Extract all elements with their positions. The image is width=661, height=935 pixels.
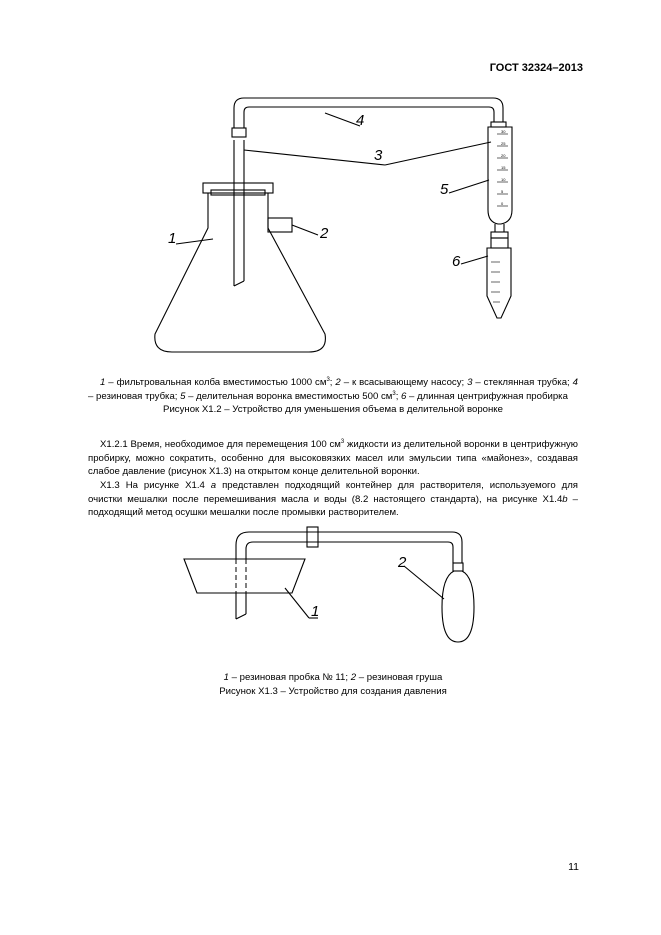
figure-x1-2-drawing: [0, 0, 661, 370]
figure-x1-2: [0, 0, 661, 370]
figure-x1-2-legend: 1 – фильтровальная колба вместимостью 1000 $см^3$; 2 – к всасывающему насосу; 3 – стеклянная трубка; 4 – резиновая трубка; 5 – делительная воронка вместимостью 500 $см^3$; 6 – длинная центрифужная пробирка: [88, 376, 578, 402]
figure-x1-3-drawing: [0, 515, 661, 665]
figure-x1-3-caption: [88, 671, 578, 698]
paragraph-x1-2-1: X1.2.1 Время, необходимое для перемещения 100 $см^3$ жидкости из делительной воронки в центрифужную пробирку, можно сократить, особенно для высоковязких масел или эмульсии типа «майонез», создавая слабое давление (рисунок X1.3) на открытом конце делительной воронки.: [88, 438, 578, 477]
figure-x1-3: [0, 515, 661, 665]
label-2: 2: [320, 225, 329, 242]
paragraph-x1-3: X1.3 На рисунке X1.4 а представлен подходящий контейнер для растворителя, используемого для очистки мешалки после перемешивания масла и воды (8.2 настоящего стандарта), на рисунке X1.4b – подходящий метод осушки мешалки после промывки растворителем.: [88, 480, 578, 518]
label-6: 6: [452, 253, 461, 270]
label-2: 2: [398, 554, 407, 571]
figure-x1-3-legend: 1 – резиновая пробка № 11; 2 – резиновая груша: [223, 672, 443, 683]
label-3: 3: [374, 147, 383, 164]
figure-x1-3-title: Рисунок X1.3 – Устройство для создания давления: [219, 685, 447, 697]
figure-x1-2-title: Рисунок X1.2 – Устройство для уменьшения объема в делительной воронке: [163, 404, 503, 415]
scale-mark: 25: [501, 141, 506, 146]
figure-x1-2-caption: [88, 376, 578, 417]
standard-code: ГОСТ 32324–2013: [489, 62, 583, 74]
scale-mark: 30: [501, 129, 506, 134]
scale-mark: 0: [501, 201, 504, 206]
page-number: 11: [568, 861, 579, 873]
scale-mark: 15: [501, 165, 506, 170]
label-4: 4: [356, 112, 365, 129]
scale-mark: 5: [501, 189, 504, 194]
label-1: 1: [168, 230, 177, 247]
label-1: 1: [311, 603, 320, 620]
scale-mark: 10: [501, 177, 506, 182]
scale-mark: 20: [501, 153, 506, 158]
label-5: 5: [440, 181, 449, 198]
